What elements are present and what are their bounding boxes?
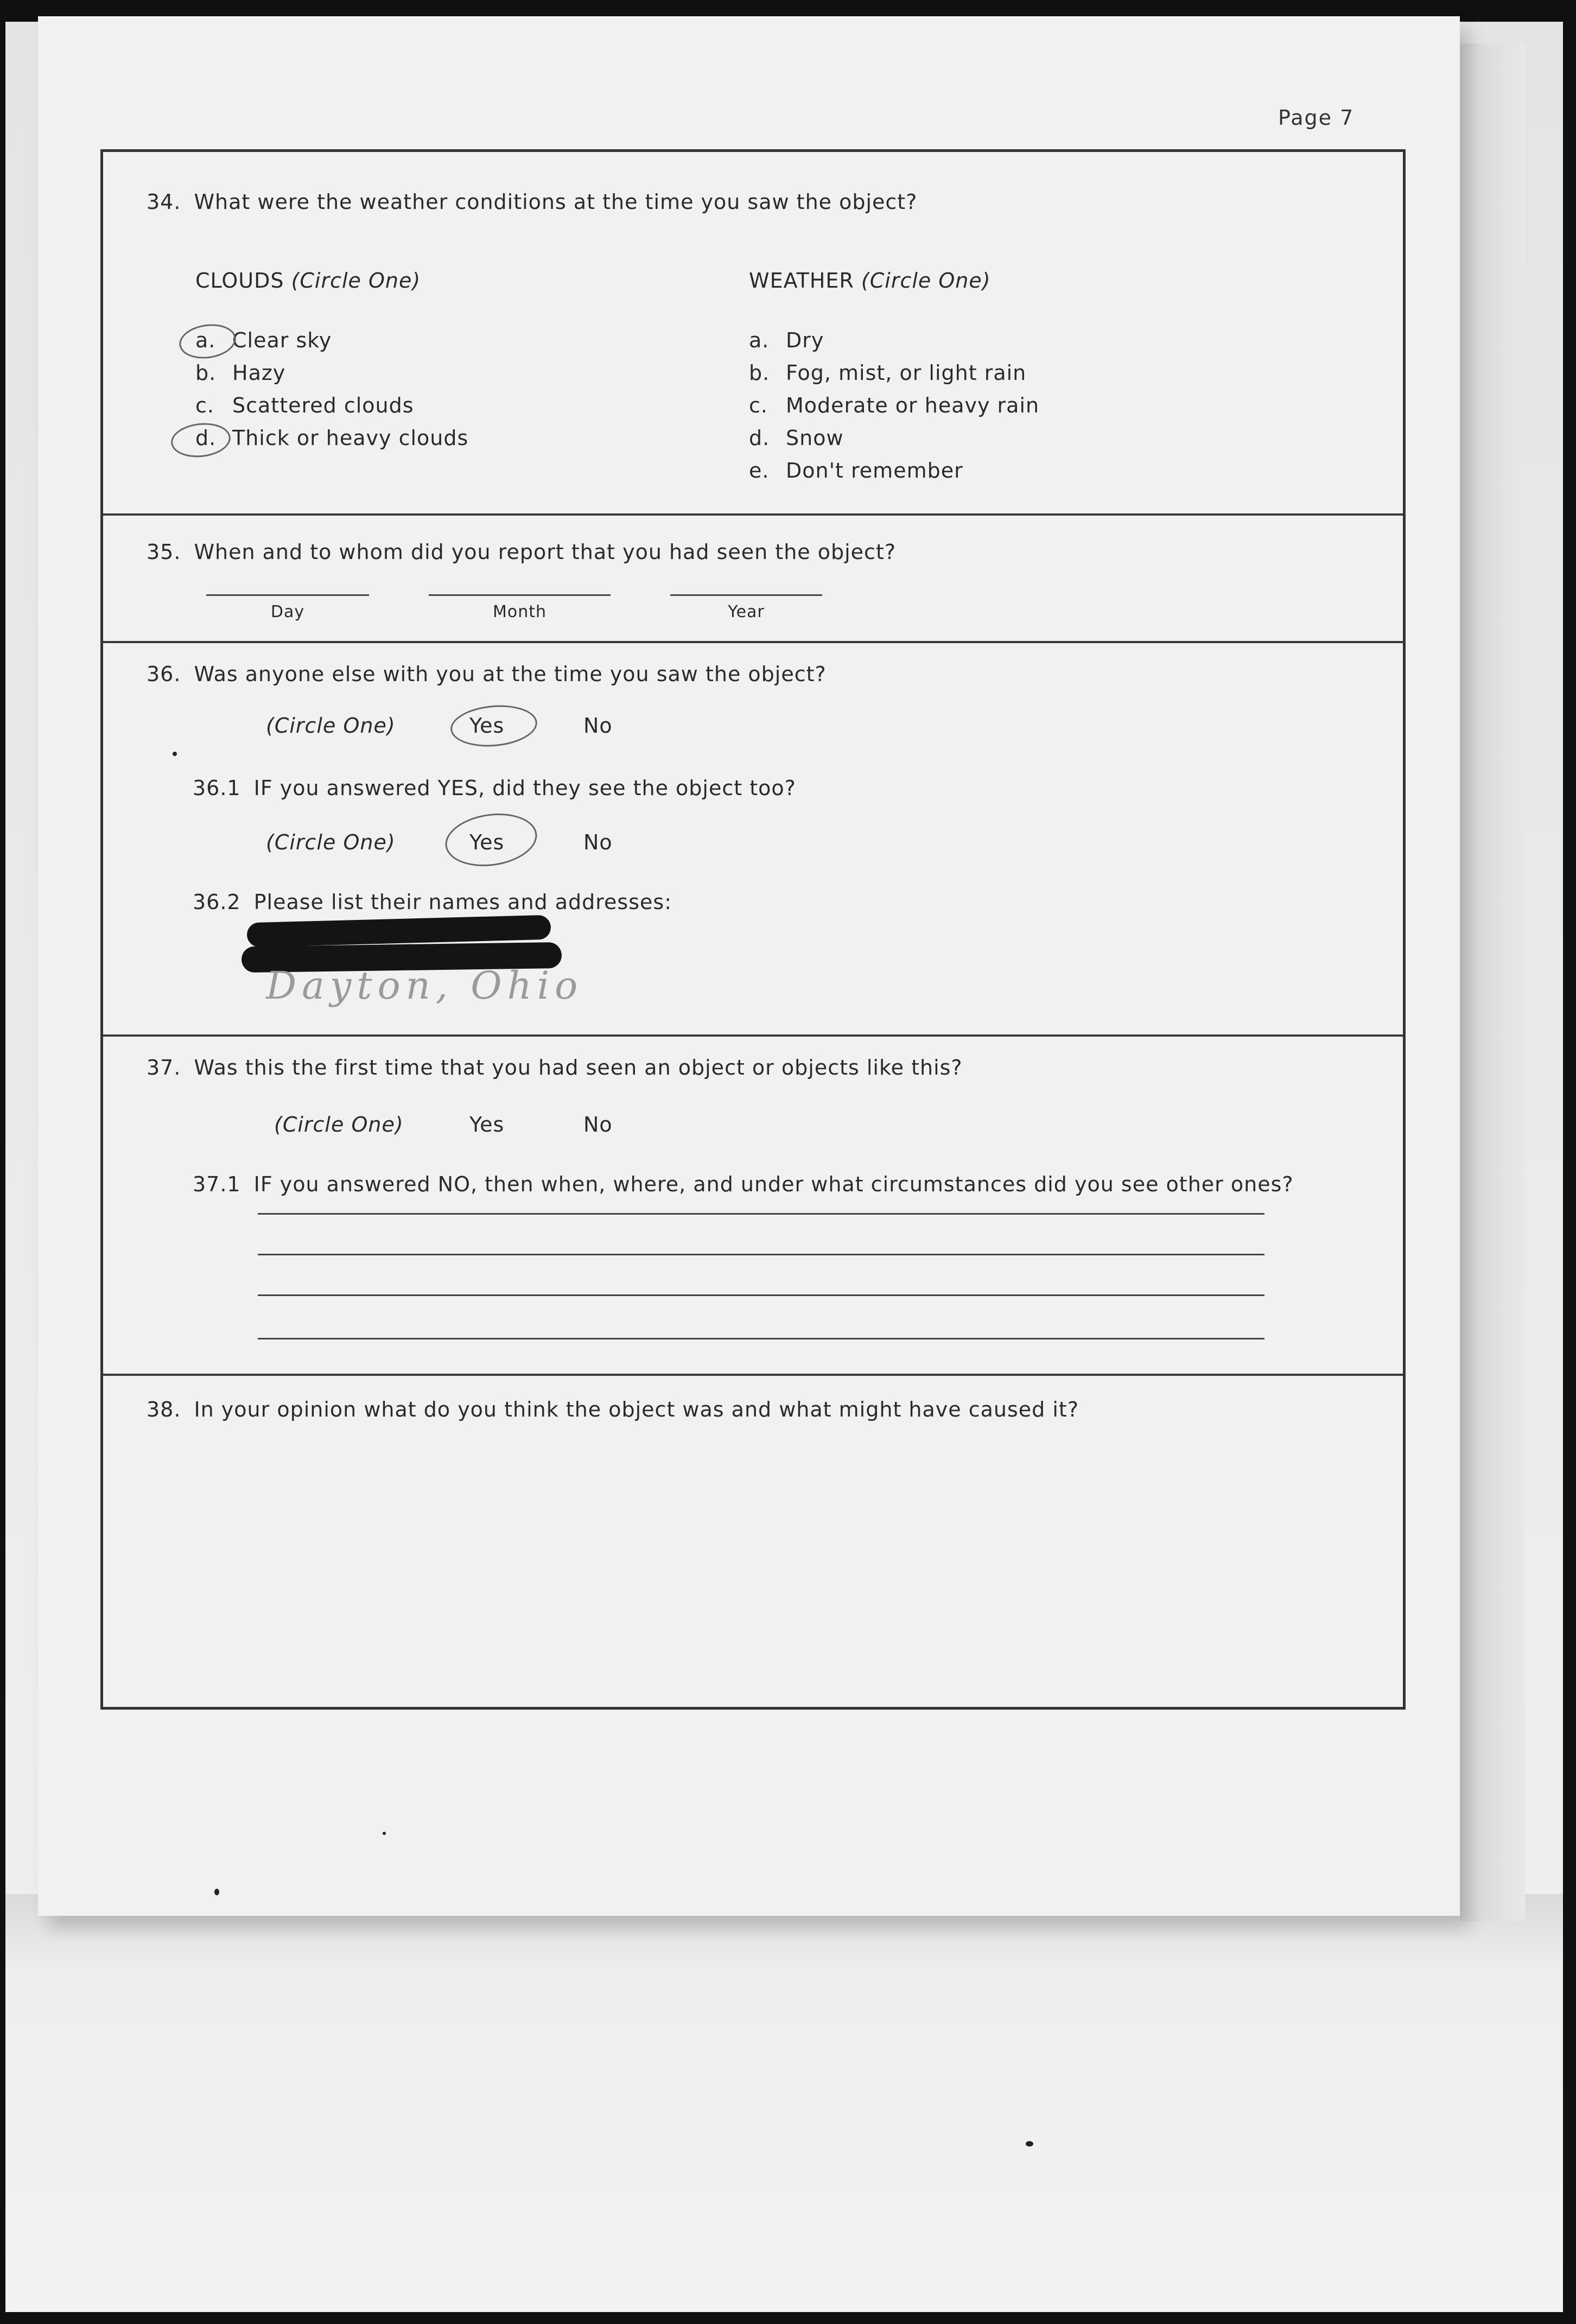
question-text: Was this the first time that you had seen an object or objects like this? [194,1056,963,1080]
answer-line[interactable] [258,1254,1264,1255]
weather-option-d[interactable]: d. Snow [749,426,844,450]
dust-speck [1026,2141,1033,2147]
question-number: 36. [147,662,181,686]
circle-one-instruction: (Circle One) [266,714,396,738]
question-number: 34. [147,190,181,214]
selection-circle-mark [442,808,541,872]
question-text: What were the weather conditions at the time you saw the object? [194,190,918,214]
question-text: IF you answered YES, did they see the object too? [253,776,796,800]
circle-one-instruction: (Circle One) [274,1113,404,1136]
question-number: 38. [147,1398,181,1421]
circle-one-instruction: (Circle One) [266,830,396,854]
day-field[interactable] [206,594,369,596]
answer-line[interactable] [258,1294,1264,1296]
clouds-option-c[interactable]: c. Scattered clouds [195,393,414,417]
question-35-section [103,516,1403,643]
no-option[interactable]: No [583,830,613,854]
question-38-section [103,1376,1403,1707]
weather-heading: WEATHER (Circle One) [749,269,991,293]
no-option[interactable]: No [583,714,613,738]
clouds-option-a[interactable]: a. Clear sky [195,328,332,352]
page-number: Page 7 [1278,106,1355,130]
question-36-2 [193,890,672,914]
question-number: 37. [147,1056,181,1080]
question-36-1 [193,776,796,800]
weather-option-a[interactable]: a. Dry [749,328,824,352]
year-label: Year [728,602,765,621]
question-text: Please list their names and addresses: [253,890,672,914]
dust-speck [214,1889,219,1895]
question-text: IF you answered NO, then when, where, and under what circumstances did you see other ones? [253,1172,1294,1196]
question-number: 36.2 [193,890,241,914]
question-36-section [103,643,1403,1037]
weather-option-c[interactable]: c. Moderate or heavy rain [749,393,1040,417]
selection-circle-mark [177,321,238,362]
question-text: When and to whom did you report that you had seen the object? [194,540,897,564]
questionnaire-form [100,149,1406,1710]
question-number: 37.1 [193,1172,241,1196]
question-number: 35. [147,540,181,564]
dust-speck [173,752,177,756]
question-38 [147,1398,1079,1421]
month-field[interactable] [429,594,611,596]
question-36 [147,662,827,686]
clouds-heading: CLOUDS (Circle One) [195,269,421,293]
weather-option-b[interactable]: b. Fog, mist, or light rain [749,361,1027,385]
question-text: Was anyone else with you at the time you saw the object? [194,662,827,686]
question-34 [147,190,917,214]
weather-option-e[interactable]: e. Don't remember [749,459,963,482]
answer-line[interactable] [258,1213,1264,1215]
question-number: 36.1 [193,776,241,800]
question-35 [147,540,896,564]
no-option[interactable]: No [583,1113,613,1136]
clouds-option-b[interactable]: b. Hazy [195,361,286,385]
yes-option[interactable]: Yes [469,830,505,854]
month-label: Month [492,602,547,621]
dust-speck [383,1832,386,1835]
selection-circle-mark [449,702,539,750]
page-shadow [1460,43,1525,1921]
day-label: Day [270,602,305,621]
yes-option[interactable]: Yes [469,714,505,738]
question-37-1 [193,1172,1294,1196]
lower-backing-area [5,1894,1563,2312]
question-text: In your opinion what do you think the object was and what might have caused it? [194,1398,1079,1421]
handwritten-address: Dayton, Ohio [266,963,583,1008]
year-field[interactable] [670,594,822,596]
question-34-section [103,152,1403,516]
answer-line[interactable] [258,1338,1264,1339]
yes-option[interactable]: Yes [469,1113,505,1136]
clouds-option-d[interactable]: d. Thick or heavy clouds [195,426,469,450]
question-37 [147,1056,963,1080]
question-37-section [103,1037,1403,1376]
